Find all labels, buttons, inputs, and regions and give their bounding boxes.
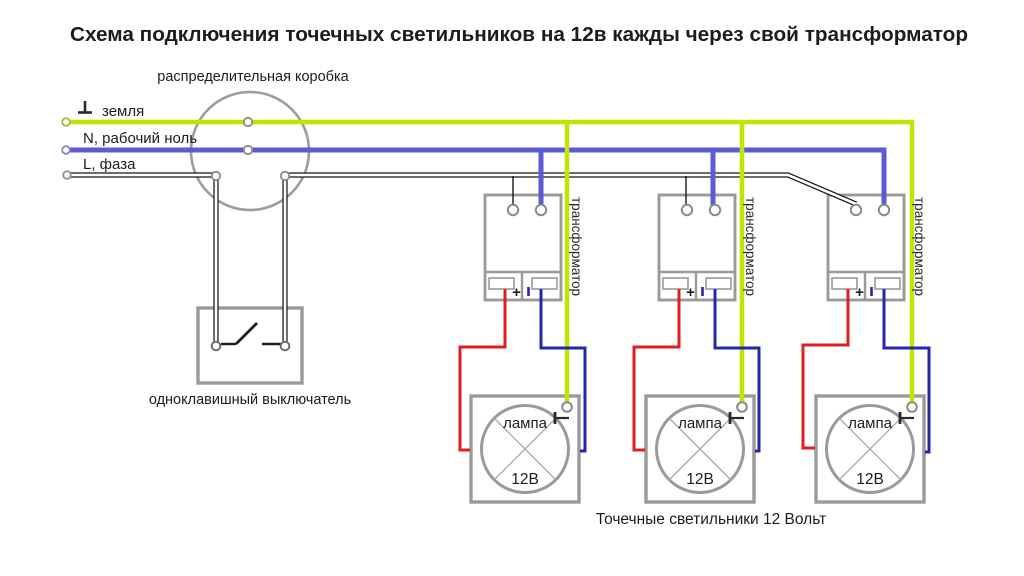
output-terminal-block-minus — [706, 278, 731, 289]
lamp-1-ground-terminal — [562, 402, 572, 412]
lamp-2-label: лампа — [678, 415, 722, 432]
transformer-1-label: трансформатор — [569, 197, 584, 297]
phase-wire-label: L, фаза — [83, 156, 136, 173]
transformer-3 — [828, 195, 904, 300]
wire-end-connector-neutral — [62, 146, 70, 154]
page-title: Схема подключения точечных светильников на 12в кажды через свой трансформатор — [70, 24, 968, 46]
output-terminal-block-minus — [875, 278, 900, 289]
switch-label: одноклавишный выключатель — [148, 392, 352, 408]
output-terminal-block-plus — [663, 278, 688, 289]
wire-end-connector-phase — [63, 171, 71, 179]
output-terminal-block-plus — [489, 278, 514, 289]
earth-icon — [78, 101, 92, 113]
transformer-2 — [659, 195, 735, 300]
phase-wire-to-switch — [67, 175, 216, 345]
lamp-3-ground-terminal — [907, 402, 917, 412]
neutral-wire-label: N, рабочий ноль — [83, 130, 198, 147]
transformer-1 — [485, 195, 561, 300]
switch-terminal-left — [212, 342, 221, 351]
lamp-1-voltage: 12В — [511, 471, 539, 488]
lamp-1-label: лампа — [503, 415, 547, 432]
switch-terminal-right — [281, 342, 290, 351]
lamp-3-label: лампа — [848, 415, 892, 432]
transformer-3-terminal-phase — [851, 205, 861, 215]
plus-mark: + — [512, 284, 521, 301]
transformer-2-terminal-phase — [682, 205, 692, 215]
lamp-2-voltage: 12В — [686, 471, 714, 488]
junction-dot-neutral — [244, 146, 252, 154]
output-terminal-block-plus — [832, 278, 857, 289]
transformer-2-label: трансформатор — [743, 197, 758, 297]
spotlights-footer-label: Точечные светильники 12 Вольт — [595, 511, 827, 528]
junction-dot-phase-out — [212, 172, 220, 180]
transformer-1-terminal-neutral — [536, 205, 546, 215]
transformer-3-terminal-neutral — [879, 205, 889, 215]
neutral-wire-main — [67, 150, 884, 206]
distribution-box-label: распределительная коробка — [157, 69, 349, 85]
lamp-3-voltage: 12В — [856, 471, 884, 488]
junction-dot-ground — [244, 118, 252, 126]
wire-end-connector-ground — [62, 118, 70, 126]
output-terminal-block-minus — [532, 278, 557, 289]
plus-mark: + — [686, 284, 695, 301]
transformer-3-label: трансформатор — [912, 197, 927, 297]
lamp-2-ground-terminal — [737, 402, 747, 412]
junction-dot-phase-return — [281, 172, 289, 180]
ground-wire-label: земля — [102, 103, 145, 120]
transformer-1-terminal-phase — [508, 205, 518, 215]
plus-mark: + — [855, 284, 864, 301]
transformer-2-terminal-neutral — [710, 205, 720, 215]
phase-wire-core — [67, 175, 216, 345]
